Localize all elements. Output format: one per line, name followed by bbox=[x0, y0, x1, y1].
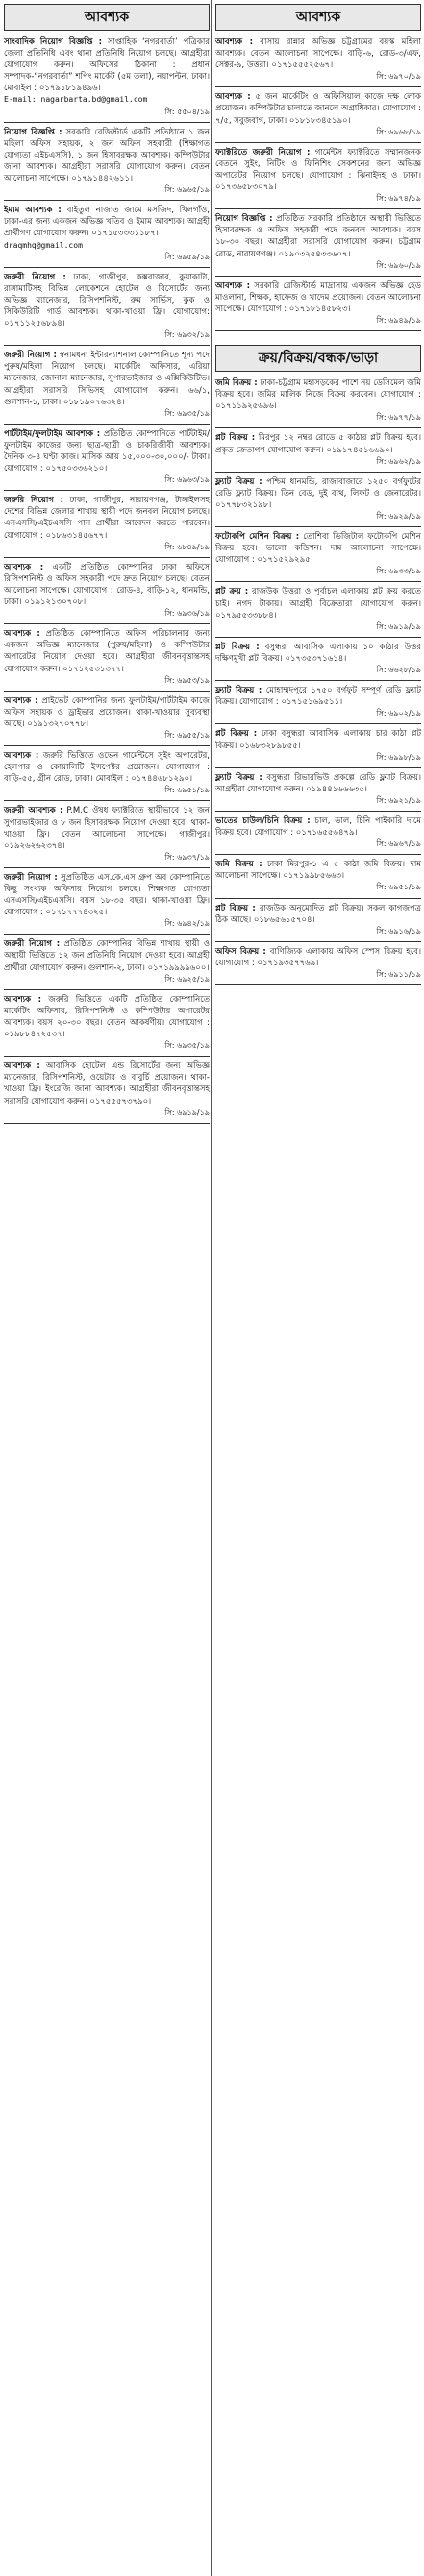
ad-body: মোহাম্মদপুরে ১৭৫০ বর্গফুট সম্পূর্ণ রেডি ফ্ল্যাট বিক্রয়। যোগাযোগ : ০১৭১৫১৬৯৫১১। bbox=[215, 686, 422, 708]
ad-body: ৫ জন মার্কেটিং ও অফিসিয়াল কাজে দক্ষ লোক প্রয়োজন। কম্পিউটার চালাতে জানলে অগ্রাধিকার। যোগাযোগ : ৭/৫, সবুজবাগ, ঢাকা। ০১৮১৮৩৪৫১৯০। bbox=[215, 92, 422, 126]
ad-code: সি: ৬৯৩২/১৯ bbox=[164, 330, 210, 340]
ad-code: সি: ৬৯৭৪/১৯ bbox=[376, 194, 421, 204]
ad-heading: পার্টটাইম/ফুলটাইম আবশ্যক : bbox=[4, 428, 101, 439]
classified-ad bbox=[4, 872, 210, 932]
ad-body: সরকারি রেজিস্টার্ড মাদ্রাসায় একজন অভিজ্ঞ হেড মাওলানা, শিক্ষক, হাফেজ ও খাদেম প্রয়োজন। বেতন আলোচনা সাপেক্ষে। যোগাযোগ : ০১৭১৮১৪৫৮২৩। bbox=[215, 280, 422, 314]
ad-divider bbox=[215, 637, 421, 638]
ad-divider bbox=[4, 122, 210, 123]
ad-body: সুপ্রতিষ্ঠিত এস.কে.এস গ্রুপ অব কোম্পানিতে কিছু সংখ্যক অফিসার নিয়োগ চলছে। শিক্ষাগত যোগ্যতা এসএসসি/এইচএসসি। বয়স ১৮-৩৫ বছর। থাকা-খাওয়া ফ্রি। যোগাযোগ : ০১৭১৭৭৭৪৩২৫। bbox=[4, 872, 211, 918]
classified-ad bbox=[215, 36, 421, 85]
classified-ad bbox=[4, 695, 210, 743]
ad-body: পশ্চিম ধানমন্ডি, রাজাবাজারে ১২৫০ বর্গফুটের রেডি ফ্ল্যাট বিক্রয়। তিন বেড, দুই বাথ, লিফট ও জেনারেটর। ০১৭৭৮৩২১৯৮। bbox=[215, 476, 422, 510]
ad-code: সি: ৬৯৭০/১৯ bbox=[376, 72, 421, 82]
ad-body: ঢাকা-চট্টগ্রাম মহাসড়কের পাশে নয় ডেসিমেল জমি বিক্রয় হবে। জমির মালিক নিজে বিক্রয় করবেন। যোগাযোগ : ০১৭১১৯২৫৬৯৬। bbox=[215, 378, 422, 412]
ad-code: সি: ৬৯৩৫/১৯ bbox=[164, 408, 210, 418]
ad-code: সি: ৬৯৩৫/১৯ bbox=[164, 1041, 210, 1051]
ad-body: বাসায় রান্নার অভিজ্ঞ চট্টগ্রামের বয়স্ক মহিলা আবশ্যক। বেতন আলোচনা সাপেক্ষে। বাড়ি-৬, রোড-৩/এফ, সেক্টর-৯, উত্তরা। ০১৭১৫৫৫২৫৬৭। bbox=[215, 37, 422, 71]
ad-heading: আবশ্যক : bbox=[215, 280, 251, 291]
ad-heading: অফিস বিক্রয় : bbox=[215, 946, 266, 957]
ad-body: ঢাকা, গাজীপুর, নারায়ণগঞ্জ, টাঙ্গাইলসহ দেশের বিভিন্ন জেলার শাখায় স্থায়ী পদে জনবল নিয়োগ চলছে। এসএসসি/এইচএসসি পাস প্রার্থীরা আবেদন করতে পারবেন। যোগাযোগ : ০১৮৬৩১৪৫৬৭৭। bbox=[4, 496, 211, 541]
ad-body: বসুন্ধরা রিভারভিউ প্রকল্পে রেডি ফ্ল্যাট বিক্রয়। আগ্রহীরা যোগাযোগ করুন। ০১৯৪৪১৬৬৬৩৫। bbox=[215, 772, 421, 794]
ad-code: সি: ৬৯৬৮/১৯ bbox=[376, 127, 421, 136]
ad-body: প্রতিষ্ঠিত কোম্পানিতে অফিস পরিচালনার জন্য একজন অভিজ্ঞ ম্যানেজার (পুরুষ/মহিলা) ও কম্পিউটার অপারেটর নিয়োগ দেওয়া হবে। আগ্রহীরা জীবনবৃত্তান্তসহ যোগাযোগ করুন। ০১৭১২৫৩১৩৭৭। bbox=[4, 629, 210, 674]
classified-ad bbox=[215, 91, 421, 139]
classified-ad bbox=[215, 377, 421, 425]
ad-body: জরুরি ভিত্তিতে ওভেন গার্মেন্টসে সুইং অপারেটর, হেলপার ও কোয়ালিটি ইন্সপেক্টর প্রয়োজন। যোগাযোগ : বাড়ি-৫৫, গ্রীন রোড, ঢাকা। মোবাইল : ০১৭৪৪৬৮১২৯০। bbox=[4, 751, 211, 785]
classified-ad bbox=[215, 432, 421, 469]
ad-body: ঢাকা, গাজীপুর, কক্সবাজার, কুয়াকাটা, রাঙ্গামাটিসহ বিভিন্ন লোকেশনে হোটেল ও রিসোর্টের জন্য অভিজ্ঞ ম্যানেজার, রিসিপশনিস্ট, রুম সার্ভিস, কুক ও সিকিউরিটি গার্ড আবশ্যক। থাকা-খাওয়া ফ্রি। যোগাযোগ: ০১৭১১২৫৬৮৯৪। bbox=[4, 272, 211, 329]
ad-heading: ইমাম আবশ্যক : bbox=[4, 206, 62, 216]
ad-divider bbox=[4, 800, 210, 801]
ad-body: গার্মেন্টস ফ্যাক্টরিতে সম্মানজনক বেতনে সুইং, নিটিং ও ফিনিশিং সেকশনের জন্য অভিজ্ঞ অপারেটর নিয়োগ চলছে। যোগাযোগ : ঝিনাইদহ ও ঢাকা। ০১৭৩৬৫৮৩০৭৯। bbox=[215, 147, 422, 193]
classified-ad bbox=[215, 685, 421, 721]
classified-ad bbox=[4, 127, 210, 199]
ad-divider bbox=[215, 276, 421, 277]
ad-heading: আবশ্যক : bbox=[4, 751, 39, 762]
ad-divider bbox=[215, 208, 421, 209]
ad-email[interactable]: draqmhq@gmail.com bbox=[4, 240, 83, 250]
ad-divider bbox=[215, 427, 421, 428]
ad-body: বসুন্ধরা আবাসিক এলাকায় ১০ কাঠার উত্তর দক্ষিণমুখী প্লট বিক্রয়। ০১৭৩৫৩৭১৬১৪। bbox=[215, 642, 422, 664]
ad-code: সি: ৬৯৪২/১৯ bbox=[164, 919, 210, 929]
classified-ad bbox=[215, 815, 421, 852]
ad-heading: জরুরী নিয়োগ : bbox=[4, 351, 57, 361]
ad-body: একটি প্রতিষ্ঠিত কোম্পানির ঢাকা অফিসে রিসিপশনিস্ট ও অফিস সহকারী পদে দ্রুত নিয়োগ চলছে। বেতন আলোচনা সাপেক্ষে। যোগাযোগ : রোড-৪, বাড়ি-১২, ধানমন্ডি, ঢাকা। ০১৯১২১৩০৭০৮। bbox=[4, 562, 210, 608]
ad-heading: প্লট বিক্রয় : bbox=[215, 729, 258, 740]
ad-body: তোশিবা ডিজিটাল ফটোকপি মেশিন বিক্রয় হবে। ভালো কন্ডিশন। দাম আলোচনা সাপেক্ষে। যোগাযোগ : ০১৭১৫২৯২৯৫। bbox=[215, 532, 421, 566]
ad-heading: প্লট বিক্রয় : bbox=[215, 433, 256, 444]
ad-heading: জমি বিক্রয় : bbox=[215, 378, 258, 389]
classified-ad bbox=[4, 495, 210, 554]
ad-code: সি: ৬৬২৮/১৯ bbox=[376, 666, 421, 675]
classified-ad bbox=[4, 805, 210, 864]
left-ads bbox=[4, 36, 210, 1124]
ad-heading: নিয়োগ বিজ্ঞপ্তি : bbox=[4, 127, 62, 137]
classified-ad bbox=[215, 859, 421, 895]
ad-divider bbox=[4, 267, 210, 268]
ad-code: সি: ৫৫০৪/১৯ bbox=[164, 107, 210, 116]
right-ads-buy-sell bbox=[215, 377, 421, 985]
ad-heading: আবশ্যক : bbox=[4, 1061, 40, 1072]
classified-ad bbox=[215, 903, 421, 939]
ad-body: প্রতিষ্ঠিত কোম্পানিতে পার্টটাইম/ফুলটাইম কাজের জন্য ছাত্র-ছাত্রী ও চাকরিজীবী আবশ্যক। দৈনিক ৩-৪ ঘণ্টা কাজ। মাসিক আয় ১৫,০০০-৩০,০০০/- টাকা। যোগাযোগ : ০১৭৫০৩৩৬২১০। bbox=[4, 428, 210, 474]
ad-heading: ফ্যাক্টরিতে জরুরী নিয়োগ : bbox=[215, 147, 311, 158]
classified-ad bbox=[215, 476, 421, 524]
right-ads bbox=[215, 36, 421, 331]
ad-heading: জরুরি নিয়োগ : bbox=[4, 496, 64, 506]
ad-code: সি: ৬৯৬২/১৯ bbox=[376, 456, 421, 466]
ad-divider bbox=[215, 680, 421, 681]
ad-code: সি: ৬৯৫৫/১৯ bbox=[164, 730, 210, 740]
ad-divider bbox=[215, 86, 421, 87]
ad-body: জরুরি ভিত্তিতে একটি প্রতিষ্ঠিত কোম্পানিতে মার্কেটিং অফিসার, রিসিপশনিস্ট ও কম্পিউটার অপারেটর আবশ্যক। বয়স ২০-৩০ বছর। বেতন আকর্ষণীয়। যোগাযোগ : ০১৯৮৮৪৭২৫৩৭। bbox=[4, 994, 210, 1040]
column-divider bbox=[211, 0, 212, 2576]
ad-heading: প্লট বিক্রয় : bbox=[215, 642, 260, 652]
ad-heading: সাংবাদিক নিয়োগ বিজ্ঞপ্তি : bbox=[4, 37, 102, 47]
ad-divider bbox=[215, 723, 421, 724]
classified-ad bbox=[4, 36, 210, 120]
classified-ad bbox=[4, 1060, 210, 1120]
classified-ad bbox=[215, 213, 421, 273]
ad-body: বাণিজ্যিক এলাকায় অফিস স্পেস বিক্রয় হবে। যোগাযোগ : ০১৭১৯৩৫৭৭৬৯। bbox=[215, 946, 422, 968]
ad-heading: আবশ্যক : bbox=[215, 92, 251, 103]
ad-divider bbox=[215, 142, 421, 143]
ad-divider bbox=[4, 557, 210, 558]
ad-code: সি: ৬৯২৯/১৯ bbox=[376, 512, 421, 521]
classified-ad bbox=[215, 147, 421, 207]
ad-divider bbox=[4, 424, 210, 425]
ad-heading: আবশ্যক : bbox=[4, 695, 38, 706]
ad-divider bbox=[215, 984, 421, 985]
ad-divider bbox=[4, 867, 210, 868]
ad-body: আবাসিক হোটেল এন্ড রিসোর্টের জন্য অভিজ্ঞ ম্যানেজার, রিসিপশনিস্ট, ওয়েটার ও বাবুর্চি প্রয়োজন। থাকা-খাওয়া ফ্রি। ইংরেজি জানা আবশ্যক। আগ্রহীরা জীবনবৃত্তান্তসহ সরাসরি যোগাযোগ করুন। ০১৭৫৫৫৭৩৭৯০। bbox=[4, 1061, 211, 1106]
ad-body: মিরপুর ১২ নম্বর রোডে ৫ কাঠার প্লট বিক্রয় হবে। প্রকৃত ক্রেতাগণ যোগাযোগ করুন। ০১৯১৭৪৫১৬৬৯০। bbox=[215, 433, 421, 455]
ad-code: সি: ৬৯১৯/১৯ bbox=[376, 621, 421, 631]
ad-divider bbox=[215, 854, 421, 855]
ad-code: সি: ৬৯৯৮/১৯ bbox=[376, 752, 421, 762]
classified-ad bbox=[215, 280, 421, 328]
ad-divider bbox=[4, 745, 210, 746]
classified-ad bbox=[215, 946, 421, 983]
ad-heading: ফ্ল্যাট বিক্রয় : bbox=[215, 686, 262, 696]
ad-heading: জরুরী নিয়োগ : bbox=[4, 939, 61, 950]
classified-ad bbox=[4, 428, 210, 488]
ad-divider bbox=[4, 623, 210, 624]
ad-heading: নিয়োগ বিজ্ঞপ্তি : bbox=[215, 214, 273, 225]
ad-body: রাজউক উত্তরা ও পূর্বাচল এলাকায় প্লট ক্রয় করতে চাই। নগদ টাকায়। আগ্রহী বিক্রেতারা যোগাযোগ করুন। ০১৭৯৫৫৩৩৮৮৪। bbox=[215, 587, 421, 620]
ad-divider bbox=[4, 345, 210, 346]
ad-body: P.M.C ঔষধ ফ্যাক্টরিতে স্থায়ীভাবে ১২ জন সুপারভাইজার ও ৮ জন হিসাবরক্ষক নিয়োগ দেওয়া হবে। থাকা-খাওয়া ফ্রি। বেতন আলোচনা সাপেক্ষে। গাজীপুর। ০১৯২৬২৬২৩৭৪। bbox=[4, 806, 210, 851]
ad-body: সরকারি রেজিস্টার্ড একটি প্রতিষ্ঠানে ১ জন মহিলা অফিস সহায়ক, ২ জন অফিস সহকারী (শিক্ষাগত যোগ্যতা এইচএসসি), ১ জন হিসাবরক্ষক আবশ্যক। কম্পিউটার জানা আবশ্যক। আগ্রহীরা সরাসরি যোগাযোগ করুন। বেতন আলোচনা সাপেক্ষে। ০১৭৯১৪৪২৬১১। bbox=[4, 127, 211, 184]
classified-ad bbox=[215, 586, 421, 634]
classified-ad bbox=[4, 350, 210, 422]
ad-divider bbox=[4, 200, 210, 201]
ad-code: সি: ৬৯১৬/১৯ bbox=[376, 926, 421, 936]
ad-code: সি: ৬৯২১/১৯ bbox=[376, 795, 421, 805]
ad-heading: আবশ্যক : bbox=[4, 562, 44, 572]
classified-ad bbox=[4, 750, 210, 798]
ad-heading: প্লট বিক্রয় : bbox=[215, 903, 256, 913]
section-header-wanted: আবশ্যক bbox=[4, 4, 210, 31]
ad-code: সি: ৬৯৪৯/১৯ bbox=[376, 315, 421, 325]
classified-ad bbox=[215, 531, 421, 579]
ad-code: সি: ৬৯৩৩/১৯ bbox=[376, 567, 421, 576]
section-header-wanted-right: আবশ্যক bbox=[215, 4, 421, 31]
classified-ad bbox=[215, 728, 421, 765]
classified-ad bbox=[4, 272, 210, 344]
classified-ad bbox=[215, 642, 421, 678]
ad-body: ঢাকা বসুন্ধরা আবাসিক এলাকায় চার কাঠা প্লট বিক্রয়। ০১৬৮৩২৮৯৮৫৫। bbox=[215, 729, 422, 751]
ad-divider bbox=[4, 1056, 210, 1057]
ad-body: বাইতুল নাজাত জামে মসজিদ, খিলগাঁও, ঢাকা-এর জন্য একজন অভিজ্ঞ খতিব ও ইমাম আবশ্যক। আগ্রহী প্রার্থীগণ যোগাযোগ করুন। ০১৭১৫৩৩৩১১৮৭। bbox=[4, 206, 210, 239]
left-column bbox=[4, 0, 210, 1128]
ad-divider bbox=[215, 811, 421, 812]
ad-code: সি: ৬৯৫৩/১৯ bbox=[164, 675, 210, 685]
ad-divider bbox=[215, 330, 421, 331]
ad-code: সি: ৬৮৪৯/১৯ bbox=[164, 542, 210, 551]
ad-divider bbox=[215, 581, 421, 582]
ad-email[interactable]: E-mail: nagarbarta.bd@gmail.com bbox=[4, 95, 148, 105]
ad-divider bbox=[215, 526, 421, 527]
ad-code: সি: ৬৯৭৭/১৯ bbox=[376, 413, 421, 423]
ad-heading: জরুরী আবশ্যক : bbox=[4, 806, 63, 816]
ad-heading: আবশ্যক : bbox=[4, 629, 40, 640]
ad-heading: প্লট ক্রয় : bbox=[215, 587, 249, 597]
ad-code: সি: ৬৯৫৯/১৯ bbox=[164, 252, 210, 261]
ad-code: সি: ৬৯৩৭/১৯ bbox=[164, 852, 210, 862]
ad-divider bbox=[215, 767, 421, 768]
ad-body: চাল, ডাল, চিনি পাইকারি দামে বিক্রয় হবে। যোগাযোগ : ০১৭১৬৫৫৬৪৭৯। bbox=[215, 815, 421, 838]
ad-heading: ফটোকপি মেশিন বিক্রয় : bbox=[215, 532, 300, 543]
ad-heading: ফ্ল্যাট বিক্রয় : bbox=[215, 772, 262, 783]
ad-code: সি: ৬৯৫১/১৯ bbox=[164, 786, 210, 795]
ad-body: প্রতিষ্ঠিত কোম্পানির বিভিন্ন শাখায় স্থায়ী ও অস্থায়ী ভিত্তিতে ১২ জন প্রতিনিধি নিয়োগ দেওয়া হবে। আগ্রহী প্রার্থীরা যোগাযোগ করুন। গুলশান-২, ঢাকা। ০১৭১৯৯৯৯৬০০। bbox=[4, 939, 211, 973]
ad-code: সি: ৬৯০২/১৯ bbox=[376, 709, 421, 718]
classified-ad bbox=[4, 628, 210, 688]
ad-code: সি: ৬৯৬৩/১৯ bbox=[164, 475, 210, 485]
ad-divider bbox=[4, 934, 210, 935]
ad-heading: জরুরী নিয়োগ : bbox=[4, 272, 66, 282]
classified-ad bbox=[4, 938, 210, 986]
ad-body: ঢাকা মিরপুর-১ এ ৫ কাঠা জমি বিক্রয়। দাম আলোচনা সাপেক্ষে। ০১৭১৯৯৮৫৬৬৩। bbox=[215, 860, 421, 882]
ad-heading: জমি বিক্রয় : bbox=[215, 860, 262, 870]
ad-divider bbox=[215, 898, 421, 899]
ad-code: সি: ৬৯১১/১৯ bbox=[376, 970, 421, 979]
ad-body: স্বনামধন্য ইন্টারন্যাশনাল কোম্পানিতে শূন্য পদে পুরুষ/মহিলা নিয়োগ চলছে। মার্কেটিং অফিসার, এরিয়া ম্যানেজার, জোনাল ম্যানেজার, সুপারভাইজার ও এক্সিকিউটিভ। আগ্রহীরা সরাসরি সিভিসহ যোগাযোগ করুন। ৬৬/১, গুলশান-১, ঢাকা। ০১৮১৯০৭৬৩২৪। bbox=[4, 351, 211, 407]
classified-ad bbox=[4, 994, 210, 1054]
ad-body: প্রাইভেট কোম্পানির জন্য ফুলটাইম/পার্টটাইম কাজে অফিস সহায়ক ও ড্রাইভার প্রয়োজন। থাকা-খাওয়ার সুব্যবস্থা আছে। ০১৯১৩২৭০৭৭৮। bbox=[4, 695, 210, 729]
ad-divider bbox=[4, 989, 210, 990]
ad-code: সি: ৬৯১৯/১৯ bbox=[164, 1107, 210, 1117]
ad-heading: আবশ্যক : bbox=[215, 37, 253, 47]
ad-divider bbox=[215, 472, 421, 473]
ad-heading: ভাতের চাউল/চিনি বিক্রয় : bbox=[215, 815, 311, 826]
ad-heading: আবশ্যক : bbox=[4, 994, 41, 1005]
ad-divider bbox=[215, 941, 421, 942]
classified-ad bbox=[4, 205, 210, 264]
classified-ad bbox=[215, 772, 421, 809]
ad-divider bbox=[4, 490, 210, 491]
right-column bbox=[215, 0, 421, 989]
classified-ad bbox=[4, 562, 210, 621]
ad-code: সি: ৬৯২৫/১৯ bbox=[164, 974, 210, 984]
ad-code: সি: ৬৯৬০/১৯ bbox=[376, 260, 421, 270]
ad-body: প্রতিষ্ঠিত সরকারি প্রতিষ্ঠানে অস্থায়ী ভিত্তিতে হিসাবরক্ষক ও অফিস সহকারী পদে জনবল আবশ্যক। বয়স ১৮-৩০ বছর। আগ্রহীরা সরাসরি যোগাযোগ করুন। চট্টগ্রাম রোড, নারায়ণগঞ্জ। ০১৯০৩২৫৪৩৩৬০৭। bbox=[215, 214, 421, 259]
ad-heading: জরুরী নিয়োগ : bbox=[4, 872, 58, 883]
ad-code: সি: ৬৯৬৭/১৯ bbox=[376, 839, 421, 849]
ad-body: সাপ্তাহিক ‘নগরবার্তা’ পত্রিকার জেলা প্রতিনিধি এবং থানা প্রতিনিধি নিয়োগ চলছে। আগ্রহীরা যোগাযোগ করুন। অফিসের ঠিকানা : প্রধান সম্পাদক-“নগরবার্তা” শপিং মার্কেট (৫ম তলা), নয়াপল্টন, ঢাকা। মোবাইল : ০১৭৯১৮১৯৪৯৬। bbox=[4, 37, 211, 94]
ad-divider bbox=[4, 1123, 210, 1124]
ad-code: সি: ৬৯৫১/১৯ bbox=[376, 883, 421, 892]
ad-divider bbox=[4, 691, 210, 692]
ad-heading: ফ্ল্যাট বিক্রয় : bbox=[215, 476, 262, 487]
ad-code: সি: ৬৯৩৬/১৯ bbox=[164, 609, 210, 619]
section-header-buy-sell: ক্রয়/বিক্রয়/বন্ধক/ভাড়া bbox=[215, 345, 421, 372]
ad-code: সি: ৬৯৬৫/১৯ bbox=[164, 185, 210, 195]
ad-body: রাজউক অনুমোদিত প্লট বিক্রয়। সকল কাগজপত্র ঠিক আছে। ০১৮৬৫৬১৫৭০৪। bbox=[215, 903, 421, 925]
